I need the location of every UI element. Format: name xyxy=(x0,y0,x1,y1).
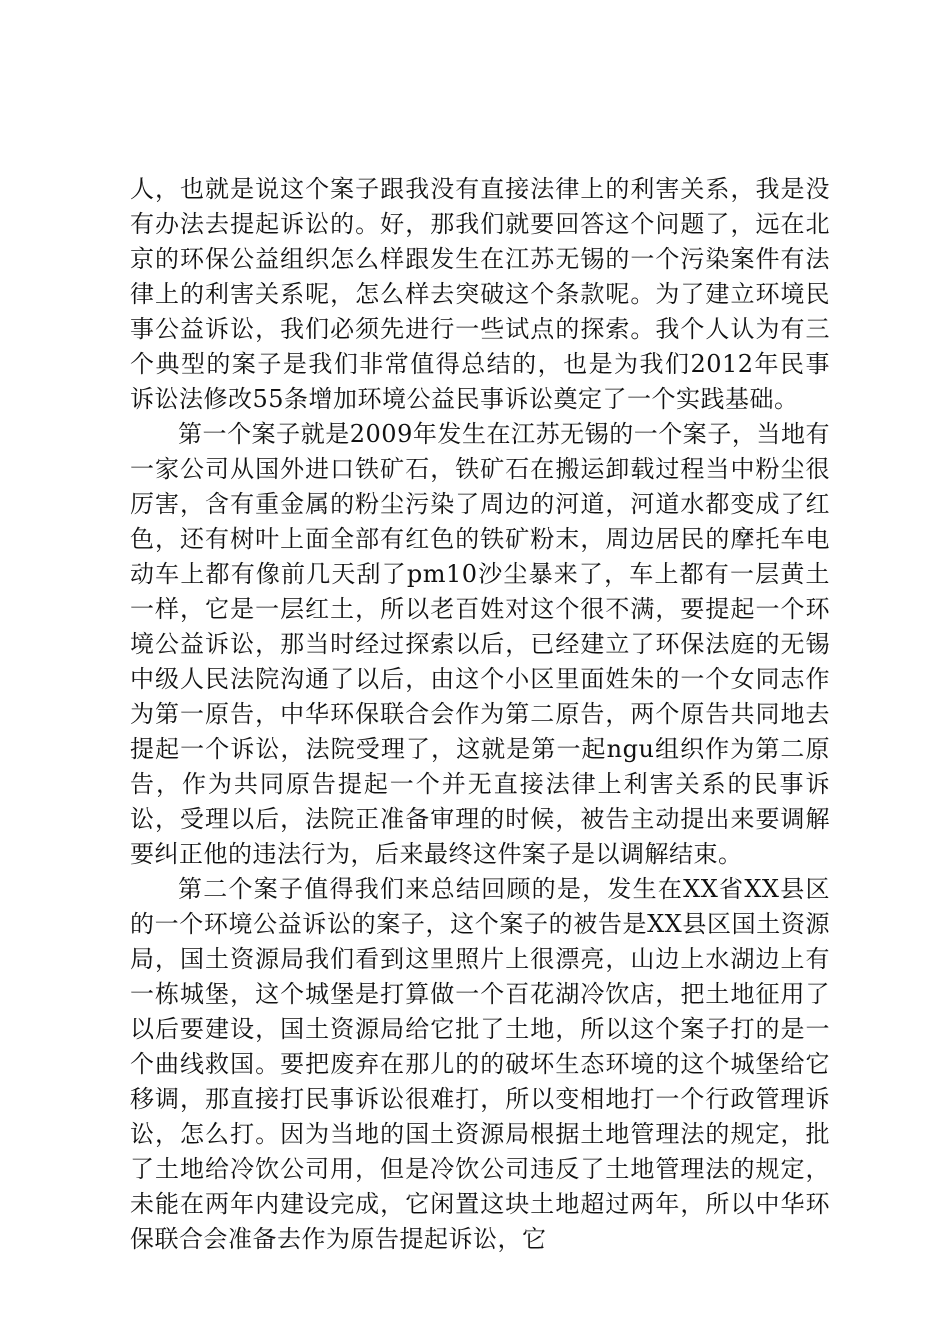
paragraph-3: 第二个案子值得我们来总结回顾的是，发生在XX省XX县区的一个环境公益诉讼的案子，这个案子的被告是XX县区国土资源局，国土资源局我们看到这里照片上很漂亮，山边上水湖边上有一栋城堡，这个城堡是打算做一个百花湖冷饮店，把土地征用了以后要建设，国土资源局给它批了土地，所以这个案子打的是一个曲线救国。要把废弃在那儿的的破坏生态环境的这个城堡给它移调，那直接打民事诉讼很难打，所以变相地打一个行政管理诉讼，怎么打。因为当地的国土资源局根据土地管理法的规定，批了土地给冷饮公司用，但是冷饮公司违反了土地管理法的规定，未能在两年内建设完成，它闲置这块土地超过两年，所以中华环保联合会准备去作为原告提起诉讼，它 xyxy=(130,875,830,1253)
paragraph-2: 第一个案子就是2009年发生在江苏无锡的一个案子，当地有一家公司从国外进口铁矿石，铁矿石在搬运卸载过程当中粉尘很厉害，含有重金属的粉尘污染了周边的河道，河道水都变成了红色，还有树叶上面全部有红色的铁矿粉末，周边居民的摩托车电动车上都有像前几天刮了pm10沙尘暴来了，车上都有一层黄土一样，它是一层红土，所以老百姓对这个很不满，要提起一个环境公益诉讼，那当时经过探索以后，已经建立了环保法庭的无锡中级人民法院沟通了以后，由这个小区里面姓朱的一个女同志作为第一原告，中华环保联合会作为第二原告，两个原告共同地去提起一个诉讼，法院受理了，这就是第一起ngu组织作为第二原告，作为共同原告提起一个并无直接法律上利害关系的民事诉讼，受理以后，法院正准备审理的时候，被告主动提出来要调解要纠正他的违法行为，后来最终这件案子是以调解结束。 xyxy=(130,420,830,868)
paragraph-1: 人，也就是说这个案子跟我没有直接法律上的利害关系，我是没有办法去提起诉讼的。好，那我们就要回答这个问题了，远在北京的环保公益组织怎么样跟发生在江苏无锡的一个污染案件有法律上的利害关系呢，怎么样去突破这个条款呢。为了建立环境民事公益诉讼，我们必须先进行一些试点的探索。我个人认为有三个典型的案子是我们非常值得总结的，也是为我们2012年民事诉讼法修改55条增加环境公益民事诉讼奠定了一个实践基础。 xyxy=(130,175,830,413)
body-text xyxy=(130,172,830,1257)
